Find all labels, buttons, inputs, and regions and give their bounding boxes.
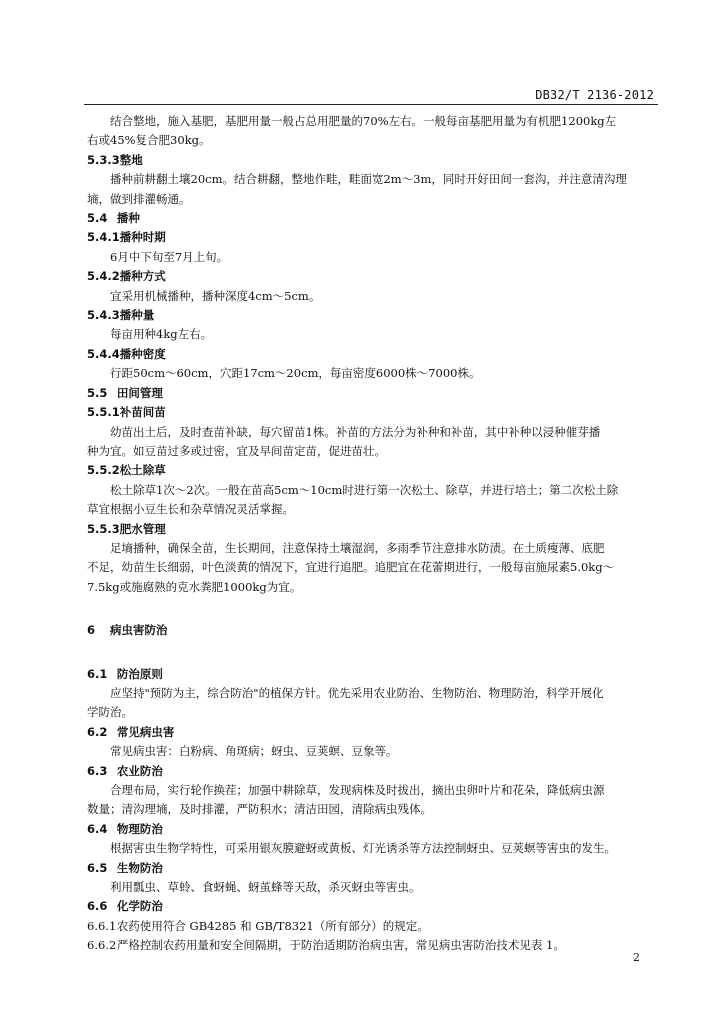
section-number: 5.4.3 (87, 308, 120, 323)
section-title: 播种时期 (119, 230, 166, 245)
section-heading (87, 665, 659, 684)
section-heading (87, 820, 659, 839)
section-title: 整地 (119, 152, 143, 167)
section-number: 5.5 (87, 385, 108, 400)
section-title: 农业防治 (116, 763, 163, 778)
header-rule (84, 104, 658, 105)
section-number: 5.4.1 (87, 230, 120, 245)
section-title: 补苗间苗 (119, 405, 166, 420)
section-heading (87, 917, 659, 936)
paragraph-line: 行距50cm～60cm，穴距17cm～20cm，每亩密度6000株～7000株。 (110, 366, 481, 381)
section-heading (87, 228, 659, 247)
paragraph-line: 6月中下旬至7月上旬。 (110, 249, 229, 264)
section-title: 松土除草 (119, 463, 166, 478)
section-number: 6.5 (87, 860, 108, 875)
paragraph-line: 根据害虫生物学特性，可采用银灰膜避蚜或黄板、灯光诱杀等方法控制蚜虫、豆荚螟等害虫的发生。 (110, 841, 616, 856)
section-heading (87, 520, 659, 539)
paragraph-line: 草宜根据小豆生长和杂草情况灵活掌握。 (87, 502, 294, 517)
section-heading (87, 461, 659, 480)
section-heading (87, 936, 659, 955)
section-number: 6.6 (87, 899, 108, 914)
section-number: 6.2 (87, 724, 108, 739)
paragraph-line: 应坚持"预防为主，综合防治"的植保方针。优先采用农业防治、生物防治、物理防治，科学开展化 (110, 685, 604, 700)
section-title: 化学防治 (116, 899, 163, 914)
section-heading (87, 859, 659, 878)
section-title: 常见病虫害 (116, 724, 175, 739)
paragraph-line: 足墒播种，确保全苗，生长期间，注意保持土壤湿润，多雨季节注意排水防渍。在土质瘦薄、底肥 (110, 540, 605, 555)
section-heading (87, 267, 659, 286)
paragraph-line: 结合整地，施入基肥，基肥用量一般占总用肥量的70%左右。一般每亩基肥用量为有机肥1200kg左 (110, 114, 617, 128)
section-heading (87, 151, 659, 170)
section-heading (87, 403, 659, 422)
section-title: 肥水管理 (119, 521, 166, 536)
section-heading (87, 897, 659, 916)
section-title: 生物防治 (116, 860, 163, 875)
paragraph-line: 常见病虫害：白粉病、角斑病；蚜虫、豆荚螟、豆象等。 (110, 744, 398, 759)
section-heading (87, 345, 659, 364)
paragraph-line: 右或45%复合肥30kg。 (87, 133, 211, 148)
standard-code: DB32/T 2136-2012 (535, 88, 654, 102)
section-number: 5.5.2 (87, 463, 120, 478)
section-number: 5.5.3 (87, 521, 120, 536)
section-title: 播种 (116, 211, 140, 226)
paragraph-line: 墒，做到排灌畅通。 (87, 191, 191, 206)
section-number: 6.6.1 (87, 918, 117, 933)
paragraph-line: 每亩用种4kg左右。 (110, 327, 213, 342)
paragraph-line: 学防治。 (87, 705, 133, 720)
section-number: 6 (87, 623, 96, 638)
paragraph-line: 幼苗出土后，及时查苗补缺，每穴留苗1株。补苗的方法分为补种和补苗，其中补种以浸种催芽播 (110, 424, 601, 439)
section-number: 5.5.1 (87, 405, 120, 420)
section-number: 5.3.3 (87, 152, 120, 167)
section-title: 严格控制农药用量和安全间隔期，于防治适期防治病虫害，常见病虫害防治技术见表 1。 (116, 938, 565, 953)
section-gap (87, 597, 659, 621)
section-heading (87, 723, 659, 742)
page-number: 2 (633, 951, 640, 964)
section-title: 防治原则 (116, 666, 163, 681)
section-title: 农药使用符合 GB4285 和 GB/T8321（所有部分）的规定。 (116, 918, 429, 933)
document-body (87, 112, 659, 956)
section-title: 播种密度 (119, 346, 166, 361)
section-title: 播种量 (119, 308, 155, 323)
section-number: 6.3 (87, 763, 108, 778)
section-number: 5.4 (87, 211, 108, 226)
section-heading (87, 384, 659, 403)
section-title: 播种方式 (119, 269, 166, 284)
paragraph-line: 数量；清沟理墒，及时排灌，严防积水；清洁田园，清除病虫残体。 (87, 802, 432, 817)
section-title: 田间管理 (116, 385, 163, 400)
section-number: 5.4.2 (87, 269, 120, 284)
section-heading (87, 621, 659, 640)
paragraph-line: 播种前耕翻土壤20cm。结合耕翻，整地作畦，畦面宽2m～3m，同时开好田间一套沟，并注意清沟理 (110, 172, 627, 187)
paragraph-line: 不足，幼苗生长细弱，叶色淡黄的情况下，宜进行追肥。追肥宜在花蕾期进行，一般每亩施尿素5.0kg～ (87, 560, 615, 575)
section-heading (87, 209, 659, 228)
section-heading (87, 762, 659, 781)
section-number: 5.4.4 (87, 346, 120, 361)
paragraph-line: 松土除草1次～2次。一般在苗高5cm～10cm时进行第一次松土、除草，并进行培土；第二次松土除 (110, 482, 619, 497)
section-number: 6.6.2 (87, 938, 117, 953)
section-gap (87, 641, 659, 665)
paragraph-line: 宜采用机械播种，播种深度4cm～5cm。 (110, 288, 321, 303)
section-title: 病虫害防治 (110, 623, 168, 638)
section-number: 6.1 (87, 666, 108, 681)
section-title: 物理防治 (116, 821, 163, 836)
paragraph-line: 利用瓢虫、草蛉、食蚜蝇、蚜茧蜂等天敌，杀灭蚜虫等害虫。 (110, 880, 421, 895)
paragraph-line: 合理布局，实行轮作换茬；加强中耕除草，发现病株及时拔出，摘出虫卵叶片和花朵，降低病虫源 (110, 783, 605, 797)
paragraph-line: 种为宜。如豆苗过多或过密，宜及早间苗定苗，促进苗壮。 (87, 443, 386, 458)
section-heading (87, 306, 659, 325)
section-number: 6.4 (87, 821, 108, 836)
paragraph-line: 7.5kg或施腐熟的克水粪肥1000kg为宜。 (87, 579, 302, 594)
